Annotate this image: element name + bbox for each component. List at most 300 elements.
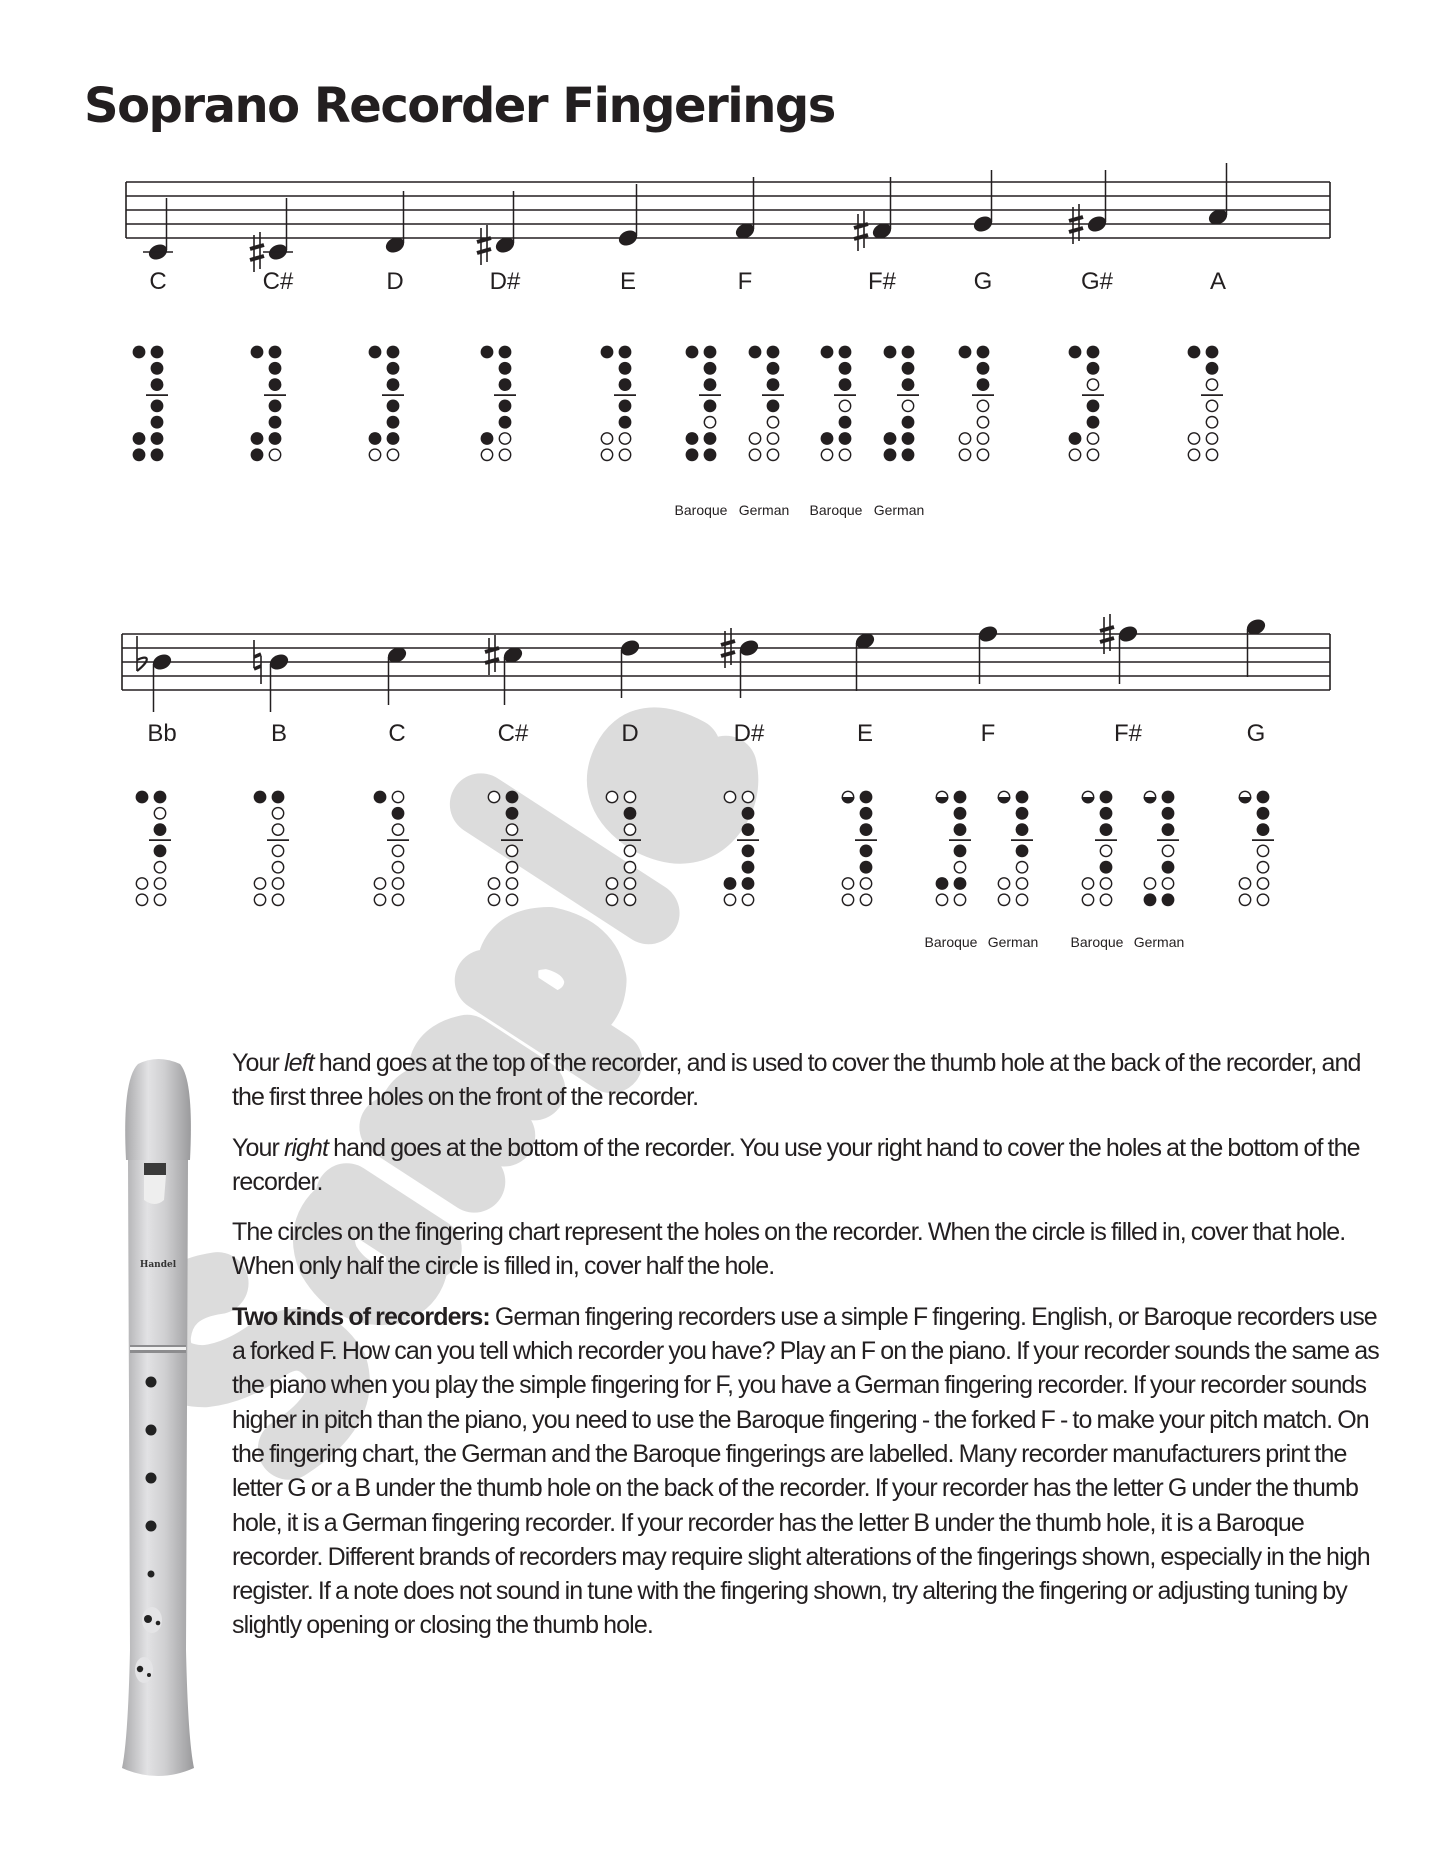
hole-4-covered [151, 400, 164, 413]
hole-3-covered [269, 378, 282, 391]
hole-6a-covered [251, 432, 264, 445]
hole-2-covered [269, 362, 282, 375]
hole-4-open [1257, 845, 1268, 856]
hole-4-covered [704, 400, 717, 413]
hole-7b-open [1100, 894, 1111, 905]
hole-7a-open [821, 449, 832, 460]
hole-7b-open [954, 894, 965, 905]
hole-6b-open [977, 433, 988, 444]
hole-7a-open [1069, 449, 1080, 460]
hole-3-open [1087, 379, 1098, 390]
variant-label-german: German [738, 502, 790, 518]
hole-7a-covered [1144, 893, 1157, 906]
fingering-diagram-german [1144, 791, 1179, 907]
thumb-hole-covered [133, 346, 146, 359]
hole-6a-covered [884, 432, 897, 445]
hole-6b-open [1257, 878, 1268, 889]
note-f-sharp [1100, 614, 1140, 684]
hole-2-covered [387, 362, 400, 375]
hole-1-covered [619, 346, 632, 359]
variant-label-german: German [873, 502, 925, 518]
recorder-body [122, 1160, 194, 1776]
hole-6a-open [1144, 878, 1155, 889]
hole-6b-open [506, 878, 517, 889]
hole-4-covered [767, 400, 780, 413]
hole-6b-open [624, 878, 635, 889]
hole-5-covered [1087, 416, 1100, 429]
hole-7a-open [254, 894, 265, 905]
recorder-hole-2 [146, 1425, 157, 1436]
variant-label-baroque: Baroque [1070, 934, 1124, 950]
hole-6a-open [254, 878, 265, 889]
hole-7a-open [1082, 894, 1093, 905]
hole-6a-open [749, 433, 760, 444]
hole-7a-open [601, 449, 612, 460]
hole-7b-open [977, 449, 988, 460]
fingering-diagram [601, 346, 636, 461]
hole-5-open [977, 417, 988, 428]
hole-2-covered [1257, 807, 1270, 820]
note-label: C# [262, 268, 294, 295]
hole-3-covered [154, 823, 167, 836]
hole-4-open [1162, 845, 1173, 856]
thumb-hole-half [1239, 791, 1252, 803]
recorder-hole-5 [148, 1571, 155, 1578]
note-label: C [149, 268, 167, 295]
hole-1-covered [767, 346, 780, 359]
hole-6a-open [1239, 878, 1250, 889]
hole-7b-open [860, 894, 871, 905]
hole-5-covered [839, 416, 852, 429]
hole-6a-covered [369, 432, 382, 445]
hole-1-covered [902, 346, 915, 359]
hole-6a-open [1082, 878, 1093, 889]
note-e [616, 184, 639, 248]
hole-3-open [506, 824, 517, 835]
thumb-hole-covered [601, 346, 614, 359]
hole-1-covered [1016, 791, 1029, 804]
note-label: D# [489, 268, 521, 295]
hole-4-covered [742, 845, 755, 858]
hole-5-covered [1162, 861, 1175, 874]
hole-3-covered [387, 378, 400, 391]
hole-2-covered [619, 362, 632, 375]
hole-1-covered [1206, 346, 1219, 359]
hole-6b-open [499, 433, 510, 444]
thumb-hole-open [606, 791, 617, 802]
hole-7a-open [481, 449, 492, 460]
hole-7a-open [749, 449, 760, 460]
note-c [385, 645, 408, 705]
hole-4-open [624, 845, 635, 856]
thumb-hole-half [998, 791, 1011, 803]
hole-4-open [902, 400, 913, 411]
fingering-row-1 [0, 340, 1445, 490]
hole-6a-open [1188, 433, 1199, 444]
fingering-diagram-baroque [936, 791, 971, 906]
note-label: F# [1113, 720, 1142, 747]
hole-6b-covered [269, 432, 282, 445]
hole-5-open [1016, 862, 1027, 873]
note-label: Bb [147, 720, 177, 747]
recorder-labium [144, 1175, 166, 1204]
note-d [618, 638, 641, 698]
hole-6a-covered [133, 432, 146, 445]
hole-7b-open [392, 894, 403, 905]
hole-7b-open [1087, 449, 1098, 460]
hole-3-covered [499, 378, 512, 391]
hole-4-covered [387, 400, 400, 413]
hole-5-covered [269, 416, 282, 429]
note-label: F [737, 268, 753, 295]
hole-2-covered [1087, 362, 1100, 375]
note-c-sharp [250, 198, 293, 272]
hole-5-covered [619, 416, 632, 429]
note-d-sharp [721, 628, 761, 698]
hole-1-covered [499, 346, 512, 359]
recorder-hole-4 [146, 1521, 157, 1532]
hole-5-open [767, 417, 778, 428]
hole-5-covered [151, 416, 164, 429]
hole-4-open [977, 400, 988, 411]
fingering-diagram [1188, 346, 1223, 461]
variant-label-german: German [1133, 934, 1185, 950]
hole-4-open [1206, 400, 1217, 411]
variant-label-german: German [987, 934, 1039, 950]
thumb-hole-covered [481, 346, 494, 359]
note-f [976, 624, 999, 684]
hole-6b-open [1087, 433, 1098, 444]
hole-2-open [272, 808, 283, 819]
hole-5-covered [387, 416, 400, 429]
hole-1-open [624, 791, 635, 802]
hole-2-covered [767, 362, 780, 375]
thumb-hole-open [488, 791, 499, 802]
fingering-diagram [842, 791, 877, 906]
hole-6a-open [374, 878, 385, 889]
hole-5-open [1257, 862, 1268, 873]
sharp-icon [854, 211, 868, 251]
fingering-diagram [1239, 791, 1274, 906]
hole-3-covered [1016, 823, 1029, 836]
hole-6a-covered [1069, 432, 1082, 445]
hole-1-open [392, 791, 403, 802]
hole-2-covered [1206, 362, 1219, 375]
hole-6a-open [488, 878, 499, 889]
hole-5-open [154, 862, 165, 873]
hole-2-covered [860, 807, 873, 820]
variant-label-baroque: Baroque [924, 934, 978, 950]
note-label: D [386, 268, 404, 295]
hole-6b-open [767, 433, 778, 444]
hole-4-covered [269, 400, 282, 413]
recorder-head [125, 1059, 191, 1160]
fingering-diagram-baroque [821, 346, 856, 461]
hole-6a-covered [821, 432, 834, 445]
note-g [971, 170, 994, 234]
hole-5-covered [1100, 861, 1113, 874]
hole-7a-covered [686, 448, 699, 461]
variant-label-baroque: Baroque [809, 502, 863, 518]
hole-7a-covered [884, 448, 897, 461]
hole-6b-open [154, 878, 165, 889]
hole-6b-open [1100, 878, 1111, 889]
hole-7b-open [269, 449, 280, 460]
hole-5-open [954, 862, 965, 873]
hole-6b-open [860, 878, 871, 889]
hole-7a-open [1239, 894, 1250, 905]
hole-4-covered [1087, 400, 1100, 413]
hole-6b-covered [151, 432, 164, 445]
fingering-diagram-german [998, 791, 1033, 906]
recorder-window [144, 1163, 166, 1175]
hole-6a-covered [936, 877, 949, 890]
hole-3-covered [839, 378, 852, 391]
hole-2-open [154, 808, 165, 819]
hole-1-covered [387, 346, 400, 359]
hole-5-open [392, 862, 403, 873]
hole-4-open [839, 400, 850, 411]
hole-1-covered [1087, 346, 1100, 359]
hole-7b-open [506, 894, 517, 905]
hole-3-open [1206, 379, 1217, 390]
fingering-diagram [136, 791, 171, 906]
hole-5-covered [860, 861, 873, 874]
note-label: A [1209, 268, 1226, 295]
hole-6a-covered [724, 877, 737, 890]
hole-2-covered [1162, 807, 1175, 820]
hole-6a-covered [686, 432, 699, 445]
fingering-diagram [254, 791, 289, 906]
hole-6b-open [1016, 878, 1027, 889]
sharp-icon [485, 635, 499, 675]
hole-6a-open [959, 433, 970, 444]
thumb-hole-covered [749, 346, 762, 359]
fingering-diagram-baroque [1082, 791, 1117, 906]
fingering-diagram-german [884, 346, 919, 462]
hole-1-covered [151, 346, 164, 359]
thumb-hole-half [842, 791, 855, 803]
hole-4-open [392, 845, 403, 856]
hole-3-covered [902, 378, 915, 391]
thumb-hole-covered [136, 791, 149, 804]
fingering-diagram [374, 791, 409, 906]
hole-5-covered [499, 416, 512, 429]
hole-7a-open [374, 894, 385, 905]
hole-6a-open [136, 878, 147, 889]
hole-1-covered [839, 346, 852, 359]
hole-3-covered [742, 823, 755, 836]
hole-3-covered [704, 378, 717, 391]
variant-label-baroque: Baroque [674, 502, 728, 518]
hole-3-covered [954, 823, 967, 836]
thumb-hole-covered [686, 346, 699, 359]
staff-row-2 [0, 590, 1445, 720]
hole-4-open [1100, 845, 1111, 856]
watermark-letter [486, 917, 653, 1062]
fingering-row-2 [0, 785, 1445, 935]
note-label: E [856, 720, 873, 747]
note-a [1206, 163, 1229, 227]
hole-2-covered [499, 362, 512, 375]
note-f-sharp [854, 177, 894, 251]
hole-5-open [624, 862, 635, 873]
hole-7a-open [606, 894, 617, 905]
note-label: D# [733, 720, 765, 747]
thumb-hole-covered [959, 346, 972, 359]
paragraph-left-hand: Your left hand goes at the top of the recorder, and is used to cover the thumb hole at the back of the recorder, and the first three holes on the front of the recorder. [232, 1049, 1361, 1112]
note-label: B [270, 720, 287, 747]
note-e [853, 631, 876, 691]
hole-6a-covered [481, 432, 494, 445]
fingering-diagram [481, 346, 516, 461]
paragraph-circles: The circles on the fingering chart represent the holes on the recorder. When the circle is filled in, cover that hole. When only half the circle is filled in, cover half the hole. [232, 1218, 1346, 1281]
thumb-hole-covered [374, 791, 387, 804]
hole-2-covered [506, 807, 519, 820]
hole-7a-open [488, 894, 499, 905]
hole-7b-open [1257, 894, 1268, 905]
fingering-diagram [488, 791, 523, 906]
hole-2-covered [742, 807, 755, 820]
fingering-diagram [724, 791, 759, 905]
hole-6b-covered [954, 877, 967, 890]
hole-7a-open [998, 894, 1009, 905]
hole-7b-open [154, 894, 165, 905]
hole-1-covered [977, 346, 990, 359]
thumb-hole-covered [884, 346, 897, 359]
thumb-hole-covered [251, 346, 264, 359]
hole-6b-open [619, 433, 630, 444]
hole-6b-covered [387, 432, 400, 445]
hole-1-covered [1100, 791, 1113, 804]
fingering-diagram [1069, 346, 1104, 461]
recorder-image [108, 1050, 208, 1790]
hole-6a-open [606, 878, 617, 889]
thumb-hole-covered [821, 346, 834, 359]
hole-3-covered [767, 378, 780, 391]
hole-1-covered [954, 791, 967, 804]
hole-1-covered [154, 791, 167, 804]
hole-1-covered [704, 346, 717, 359]
hole-7a-open [136, 894, 147, 905]
hole-4-covered [499, 400, 512, 413]
hole-2-covered [624, 807, 637, 820]
note-c [143, 198, 173, 262]
hole-4-covered [954, 845, 967, 858]
note-c-sharp [485, 635, 525, 705]
thumb-hole-covered [1069, 346, 1082, 359]
hole-7a-open [369, 449, 380, 460]
hole-3-open [624, 824, 635, 835]
hole-2-covered [839, 362, 852, 375]
hole-7b-open [742, 894, 753, 905]
hole-7b-open [767, 449, 778, 460]
hole-6b-open [272, 878, 283, 889]
hole-7a-open [842, 894, 853, 905]
hole-2-covered [1016, 807, 1029, 820]
hole-5-covered [742, 861, 755, 874]
hole-7b-open [387, 449, 398, 460]
hole-2-covered [902, 362, 915, 375]
hole-6b-covered [704, 432, 717, 445]
fingering-diagram-baroque [686, 346, 721, 462]
hole-7b-open [1206, 449, 1217, 460]
hole-7a-open [1188, 449, 1199, 460]
note-label: C [388, 720, 406, 747]
hole-1-covered [272, 791, 285, 804]
hole-1-covered [506, 791, 519, 804]
hole-1-open [742, 791, 753, 802]
thumb-hole-open [724, 791, 735, 802]
note-label: D [621, 720, 639, 747]
hole-4-covered [619, 400, 632, 413]
instructions-text [232, 1046, 1382, 1659]
fingering-diagram-german [749, 346, 784, 461]
hole-6a-open [842, 878, 853, 889]
hole-5-open [272, 862, 283, 873]
thumb-hole-half [1082, 791, 1095, 803]
hole-3-covered [1257, 823, 1270, 836]
note-g-sharp [1069, 170, 1109, 244]
note-label: C# [497, 720, 529, 747]
note-d [383, 191, 406, 255]
hole-3-open [272, 824, 283, 835]
hole-2-covered [704, 362, 717, 375]
hole-6b-covered [902, 432, 915, 445]
note-g [1244, 617, 1267, 677]
fingering-diagram [959, 346, 994, 461]
hole-7b-open [619, 449, 630, 460]
fingering-diagram [133, 346, 168, 462]
hole-2-covered [954, 807, 967, 820]
note-d-sharp [477, 191, 517, 265]
hole-5-open [1206, 417, 1217, 428]
hole-1-covered [269, 346, 282, 359]
hole-5-open [704, 417, 715, 428]
hole-2-covered [151, 362, 164, 375]
hole-7a-open [936, 894, 947, 905]
hole-3-covered [1100, 823, 1113, 836]
hole-3-open [392, 824, 403, 835]
hole-3-covered [1162, 823, 1175, 836]
hole-7b-open [1016, 894, 1027, 905]
note-label: G# [1080, 268, 1113, 295]
hole-5-covered [902, 416, 915, 429]
sharp-icon [477, 225, 491, 265]
hole-3-covered [151, 378, 164, 391]
hole-7b-open [624, 894, 635, 905]
note-label: G [1246, 720, 1266, 747]
fingering-diagram [251, 346, 286, 462]
hole-7a-covered [133, 448, 146, 461]
hole-7b-open [272, 894, 283, 905]
fingering-diagram [369, 346, 404, 461]
paragraph-right-hand: Your right hand goes at the bottom of the recorder. You use your right hand to cover the holes at the bottom of the recorder. [232, 1133, 1360, 1196]
hole-7b-open [499, 449, 510, 460]
hole-1-covered [1257, 791, 1270, 804]
hole-6b-open [1162, 878, 1173, 889]
note-label: G [973, 268, 993, 295]
note-label: F# [867, 268, 896, 295]
hole-7a-open [959, 449, 970, 460]
note-label: F [980, 720, 996, 747]
hole-1-covered [1162, 791, 1175, 804]
hole-7a-covered [251, 448, 264, 461]
recorder-brand-logo: Handel [139, 1260, 177, 1270]
page-title: Soprano Recorder Fingerings [84, 78, 835, 134]
recorder-hole-3 [146, 1473, 157, 1484]
hole-6a-open [601, 433, 612, 444]
